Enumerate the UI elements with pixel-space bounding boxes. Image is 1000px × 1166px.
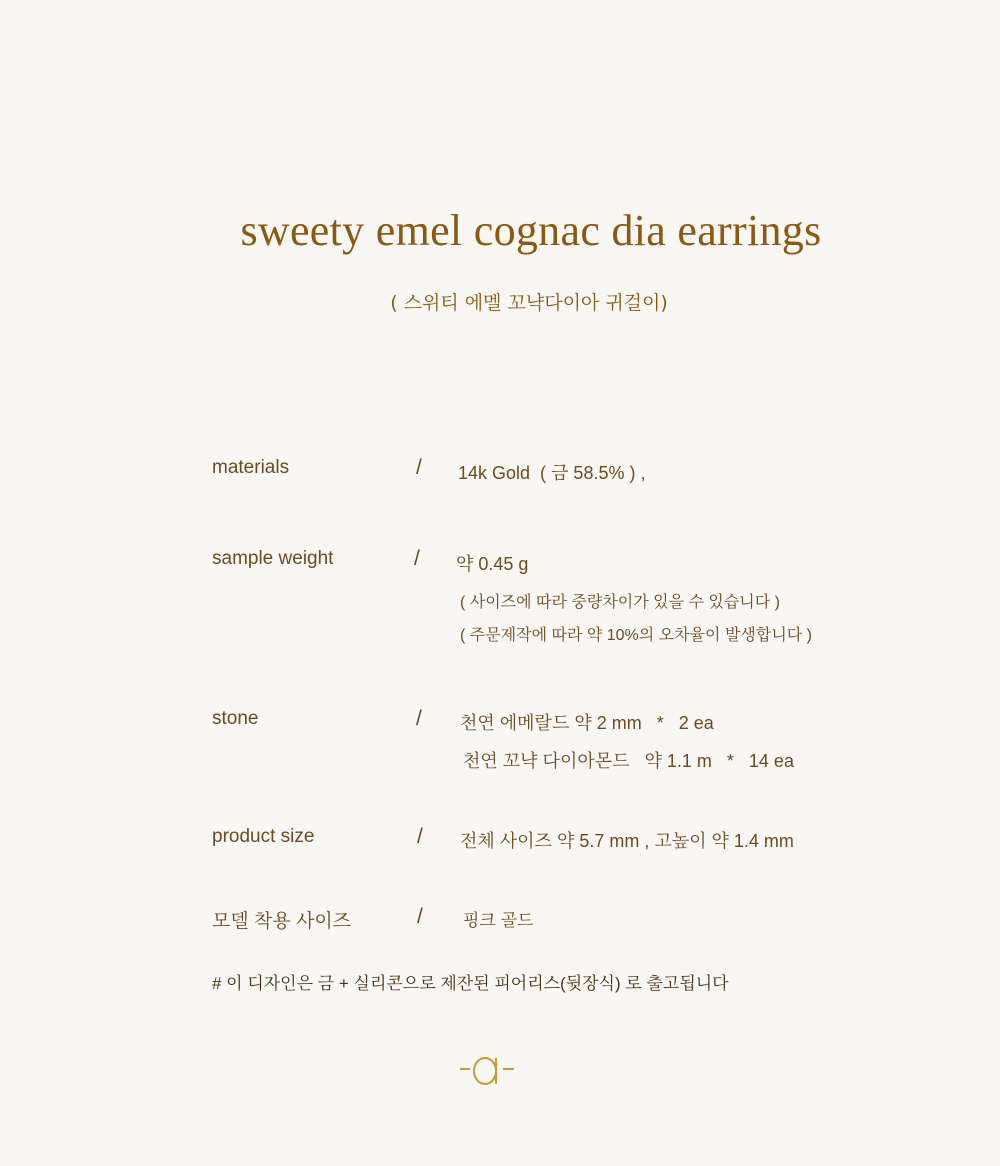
stone-value-diamond: 천연 꼬냑 다이아몬드 약 1.1 m * 14 ea: [463, 751, 794, 771]
materials-label: materials: [212, 457, 290, 478]
brand-a-logo-icon: [458, 1043, 518, 1093]
stone-value-emerald: 천연 에메랄드 약 2 mm * 2 ea: [460, 713, 714, 733]
model-value: 핑크 골드: [463, 911, 534, 930]
weight-label: sample weight: [212, 548, 334, 569]
product-title: sweety emel cognac dia earrings: [240, 206, 822, 255]
weight-note-size: ( 사이즈에 따라 중량차이가 있을 수 있습니다 ): [460, 594, 780, 611]
model-label: 모델 착용 사이즈: [212, 911, 352, 932]
stone-label: stone: [212, 708, 259, 729]
size-label: product size: [212, 826, 315, 847]
weight-value: 약 0.45 g: [456, 554, 529, 574]
materials-value: 14k Gold ( 금 58.5% ) ,: [458, 463, 646, 483]
shipping-note: # 이 디자인은 금 + 실리콘으로 제잔된 피어리스(뒷장식) 로 출고됩니다: [212, 974, 729, 993]
stone-separator: /: [416, 707, 422, 730]
model-separator: /: [417, 905, 423, 928]
size-separator: /: [417, 825, 423, 848]
materials-separator: /: [416, 456, 422, 479]
size-value: 전체 사이즈 약 5.7 mm , 고높이 약 1.4 mm: [460, 831, 794, 851]
product-subtitle: ( 스위티 에멜 꼬냑다이아 귀걸이): [390, 292, 668, 314]
weight-separator: /: [414, 547, 420, 570]
weight-note-order: ( 주문제작에 따라 약 10%의 오차율이 발생합니다 ): [460, 627, 813, 644]
